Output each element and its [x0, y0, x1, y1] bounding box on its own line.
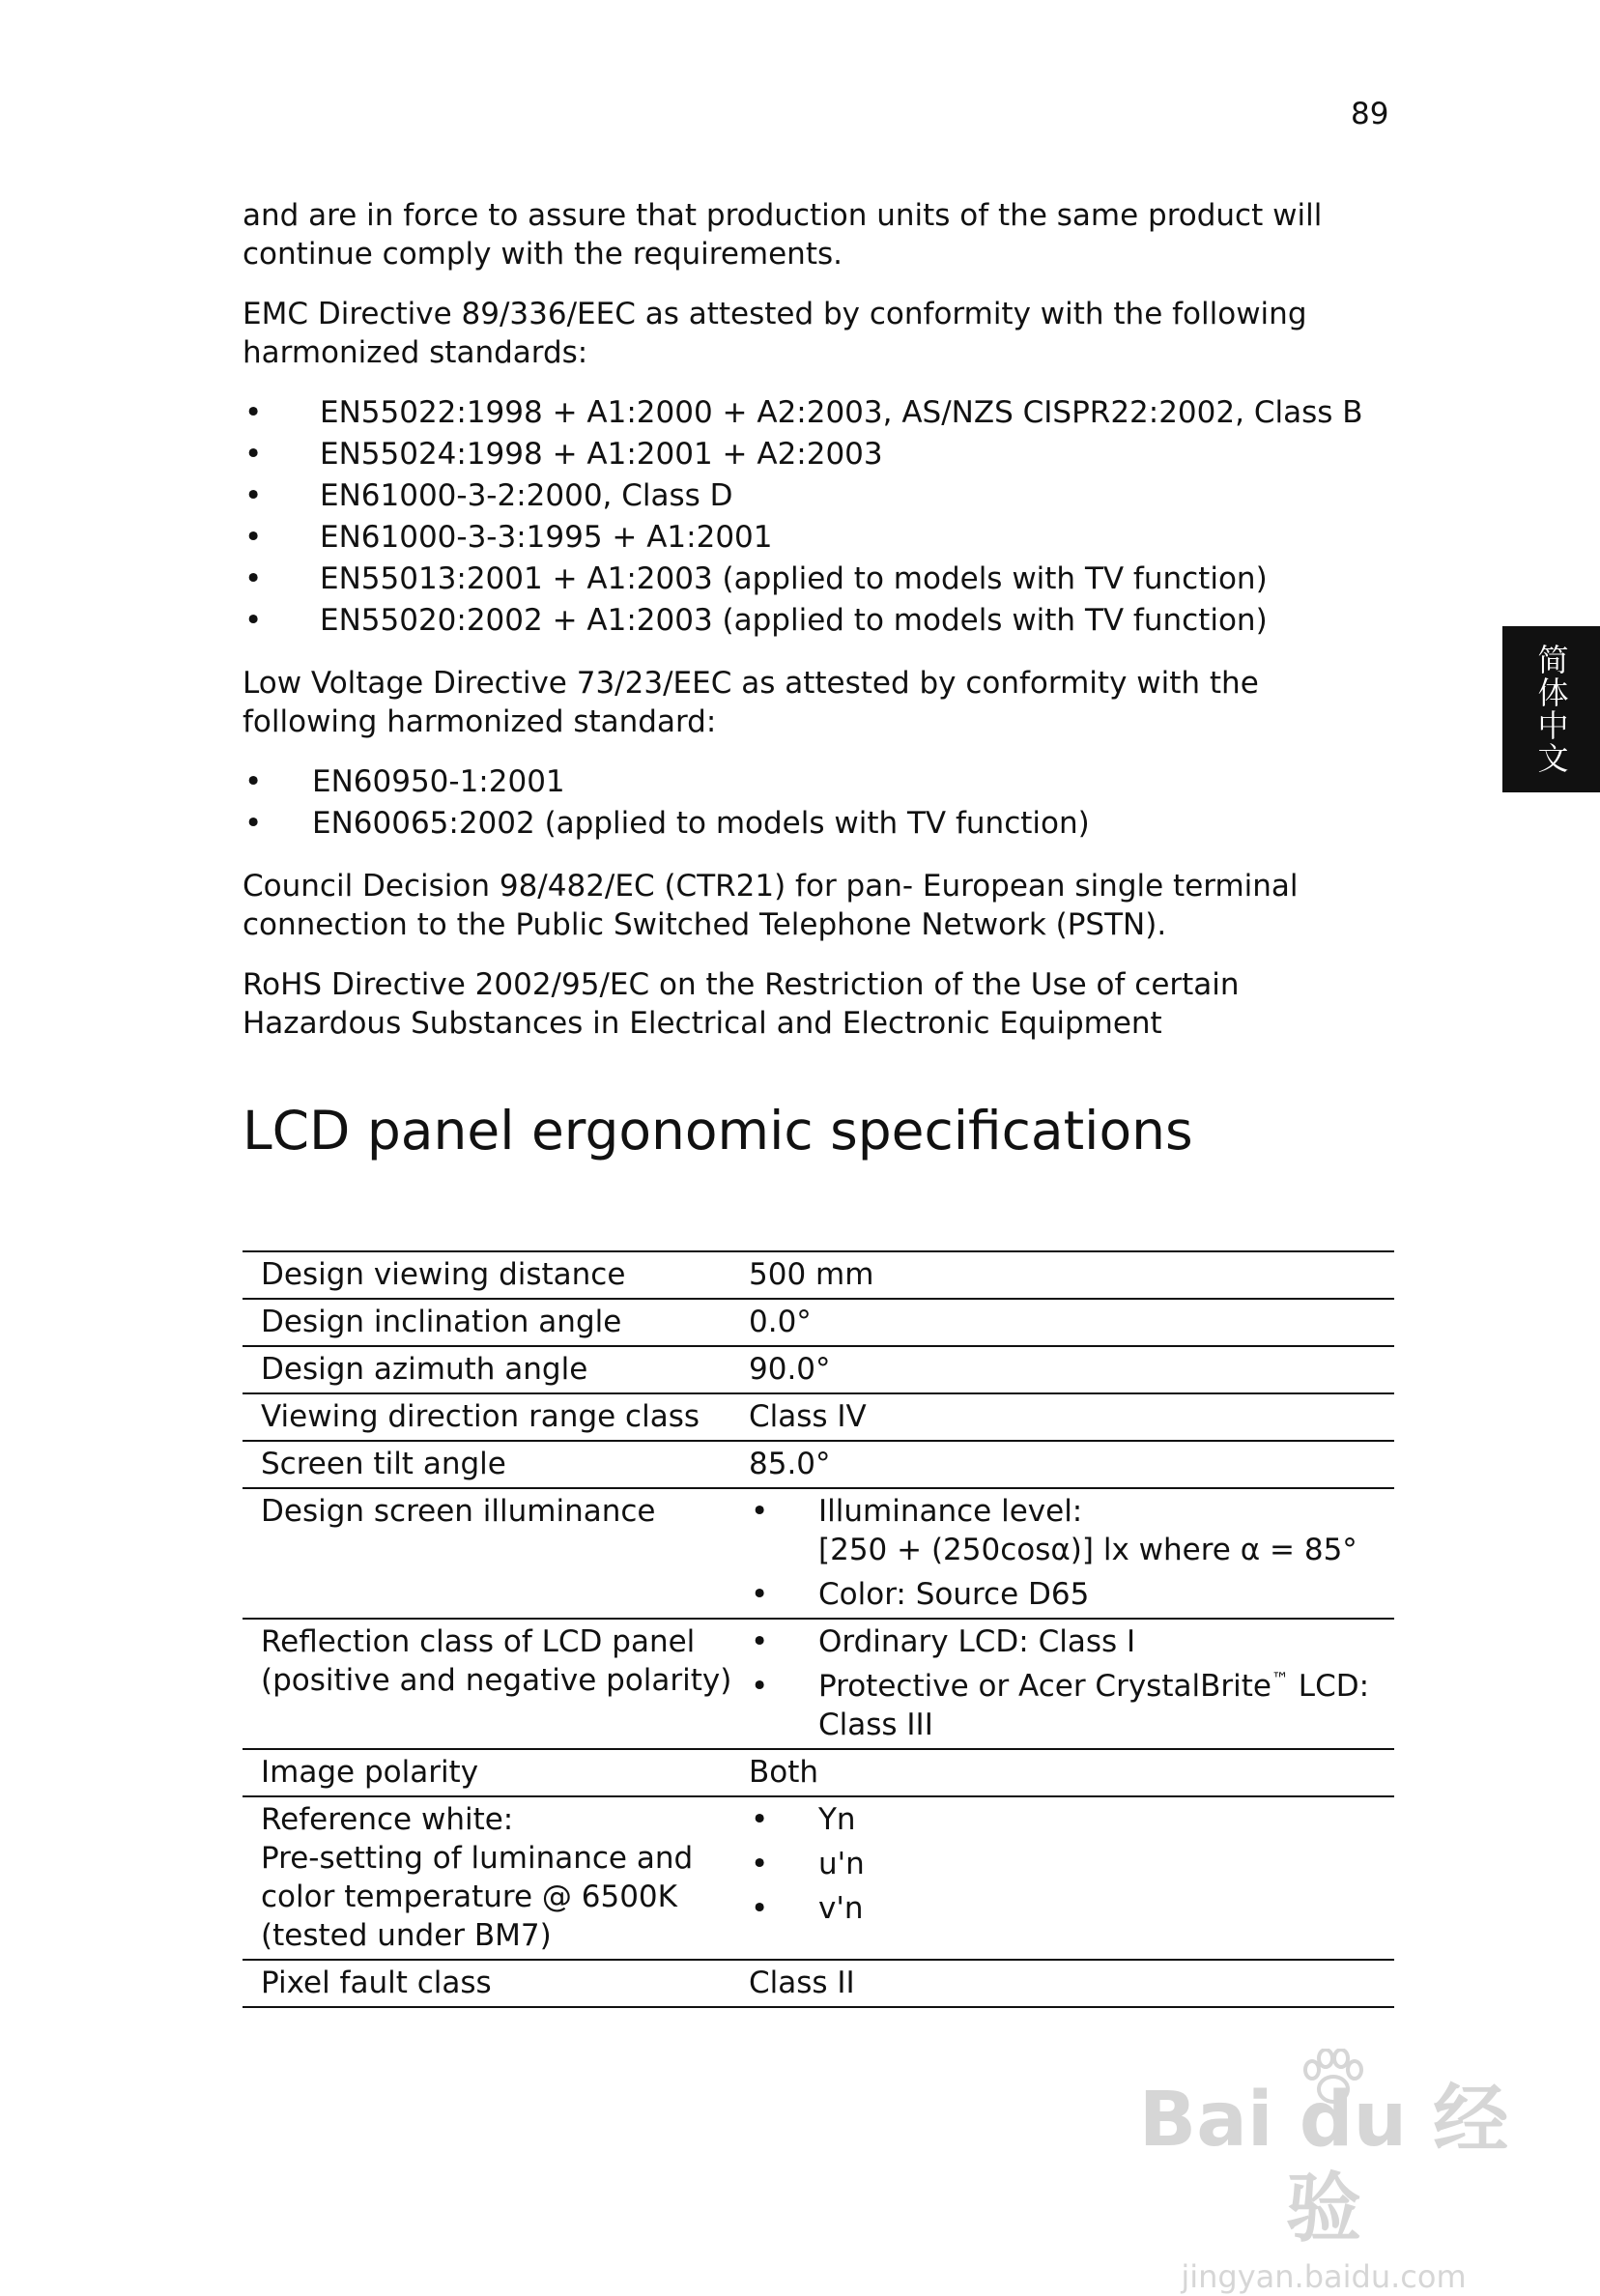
- table-row: [243, 1619, 1394, 1749]
- section-heading: LCD panel ergonomic specifications: [243, 1100, 1193, 1162]
- list-item: [243, 393, 1397, 435]
- bullet-icon: •: [751, 1669, 769, 1704]
- bullet-icon: •: [751, 1577, 769, 1612]
- watermark-logo: Bai du 经验: [1138, 2077, 1509, 2253]
- table-cell-label: Image polarity: [243, 1749, 749, 1796]
- list-item-text: Color: Source D65: [818, 1577, 1090, 1612]
- lvd-standards-list: [243, 762, 1397, 846]
- list-item: [243, 435, 1397, 476]
- table-cell-label: Screen tilt angle: [243, 1441, 749, 1488]
- table-cell-value: [749, 1619, 1394, 1749]
- bullet-icon: •: [244, 561, 263, 596]
- table-row: [243, 1796, 1394, 1960]
- list-item-text: EN55013:2001 + A1:2003 (applied to models with TV function): [320, 561, 1268, 596]
- body-text: [243, 196, 1397, 1064]
- list-item: [243, 476, 1397, 518]
- page-number: 89: [1351, 97, 1389, 131]
- table-cell-value: 0.0°: [749, 1299, 1394, 1346]
- list-item-text: EN60950-1:2001: [312, 764, 565, 799]
- table-row: [243, 1441, 1394, 1488]
- language-tab-label: 简体中文: [1532, 644, 1570, 775]
- table-cell-value: [749, 1488, 1394, 1619]
- emc-standards-list: [243, 393, 1397, 643]
- bullet-icon: •: [244, 806, 263, 841]
- bullet-icon: •: [244, 603, 263, 638]
- table-cell-value: 500 mm: [749, 1251, 1394, 1299]
- table-cell-value: Class II: [749, 1960, 1394, 2007]
- label-line: (positive and negative polarity): [261, 1663, 732, 1698]
- list-item-text: EN55022:1998 + A1:2000 + A2:2003, AS/NZS CISPR22:2002, Class B: [320, 395, 1363, 430]
- text-segment: LCD:: [1288, 1669, 1370, 1704]
- table-cell-label: Viewing direction range class: [243, 1393, 749, 1441]
- bullet-icon: •: [751, 1802, 769, 1837]
- label-line: Pre-setting of luminance and: [261, 1841, 694, 1876]
- bullet-icon: •: [244, 395, 263, 430]
- list-item: [243, 762, 1397, 804]
- list-item: [243, 804, 1397, 846]
- list-item-text: Class III: [818, 1708, 933, 1742]
- value-bullet-list: [749, 1622, 1394, 1744]
- bullet-icon: •: [244, 437, 263, 472]
- table-cell-value: 85.0°: [749, 1441, 1394, 1488]
- list-item-text: Ordinary LCD: Class I: [818, 1624, 1136, 1659]
- table-cell-label: Design inclination angle: [243, 1299, 749, 1346]
- bullet-icon: •: [751, 1494, 769, 1529]
- list-item-text: EN55020:2002 + A1:2003 (applied to models with TV function): [320, 603, 1268, 638]
- text-segment: Protective or Acer CrystalBrite: [818, 1669, 1271, 1704]
- table-row: [243, 1299, 1394, 1346]
- list-item: [749, 1845, 1394, 1883]
- table-row: [243, 1346, 1394, 1393]
- table-cell-label: [243, 1619, 749, 1749]
- list-item: [749, 1622, 1394, 1661]
- list-item-text: Illuminance level:: [818, 1494, 1083, 1529]
- bullet-icon: •: [244, 478, 263, 513]
- list-item: [749, 1800, 1394, 1839]
- paragraph-low-voltage: Low Voltage Directive 73/23/EEC as attested by conformity with the following harmonized standard:: [243, 666, 1259, 739]
- label-line: Reference white:: [261, 1802, 514, 1837]
- table-cell-label: Pixel fault class: [243, 1960, 749, 2007]
- watermark-url: jingyan.baidu.com: [1181, 2258, 1467, 2295]
- table-row: [243, 1488, 1394, 1619]
- value-bullet-list: [749, 1800, 1394, 1928]
- paragraph-rohs: RoHS Directive 2002/95/EC on the Restriction of the Use of certain Hazardous Substances in Electrical and Electronic Equipment: [243, 967, 1240, 1041]
- list-item: [243, 560, 1397, 601]
- paragraph-council-decision: Council Decision 98/482/EC (CTR21) for pan- European single terminal connection to the Public Switched Telephone Network (PSTN).: [243, 869, 1299, 942]
- ergonomic-spec-table: [243, 1250, 1394, 2008]
- bullet-icon: •: [244, 520, 263, 555]
- table-row: [243, 1251, 1394, 1299]
- table-cell-label: Design viewing distance: [243, 1251, 749, 1299]
- bullet-icon: •: [751, 1847, 769, 1881]
- list-item-text: EN60065:2002 (applied to models with TV function): [312, 806, 1090, 841]
- label-line: Reflection class of LCD panel: [261, 1624, 696, 1659]
- bullet-icon: •: [751, 1891, 769, 1926]
- language-tab: [1502, 626, 1600, 792]
- paw-icon: [1295, 2049, 1372, 2107]
- label-line: color temperature @ 6500K: [261, 1880, 677, 1914]
- label-line: (tested under BM7): [261, 1918, 552, 1953]
- list-item-text: [250 + (250cosα)] lx where α = 85°: [818, 1533, 1357, 1567]
- table-row: [243, 1393, 1394, 1441]
- table-cell-value: [749, 1796, 1394, 1960]
- list-item-text: u'n: [818, 1847, 865, 1881]
- list-item: [749, 1575, 1394, 1614]
- table-cell-label: [243, 1796, 749, 1960]
- list-item: [749, 1492, 1394, 1569]
- list-item-text: [818, 1667, 1394, 1706]
- trademark-mark: ™: [1271, 1669, 1289, 1690]
- table-cell-label: Design azimuth angle: [243, 1346, 749, 1393]
- value-bullet-list: [749, 1492, 1394, 1614]
- table-cell-value: 90.0°: [749, 1346, 1394, 1393]
- list-item-text: EN61000-3-3:1995 + A1:2001: [320, 520, 773, 555]
- paragraph-emc: EMC Directive 89/336/EEC as attested by conformity with the following harmonized standards:: [243, 297, 1307, 370]
- table-row: [243, 1749, 1394, 1796]
- table-cell-value: Both: [749, 1749, 1394, 1796]
- list-item-text: Yn: [818, 1802, 856, 1837]
- bullet-icon: •: [751, 1624, 769, 1659]
- list-item: [243, 601, 1397, 643]
- baidu-watermark: [1130, 2049, 1517, 2295]
- table-row: [243, 1960, 1394, 2007]
- list-item: [749, 1889, 1394, 1928]
- list-item-text: EN55024:1998 + A1:2001 + A2:2003: [320, 437, 883, 472]
- bullet-icon: •: [244, 764, 263, 799]
- list-item: [749, 1667, 1394, 1744]
- list-item-text: v'n: [818, 1891, 864, 1926]
- list-item-text: EN61000-3-2:2000, Class D: [320, 478, 733, 513]
- paragraph-production: and are in force to assure that production units of the same product will continue comply with the requirements.: [243, 198, 1323, 272]
- table-cell-value: Class IV: [749, 1393, 1394, 1441]
- table-cell-label: Design screen illuminance: [243, 1488, 749, 1619]
- list-item: [243, 518, 1397, 560]
